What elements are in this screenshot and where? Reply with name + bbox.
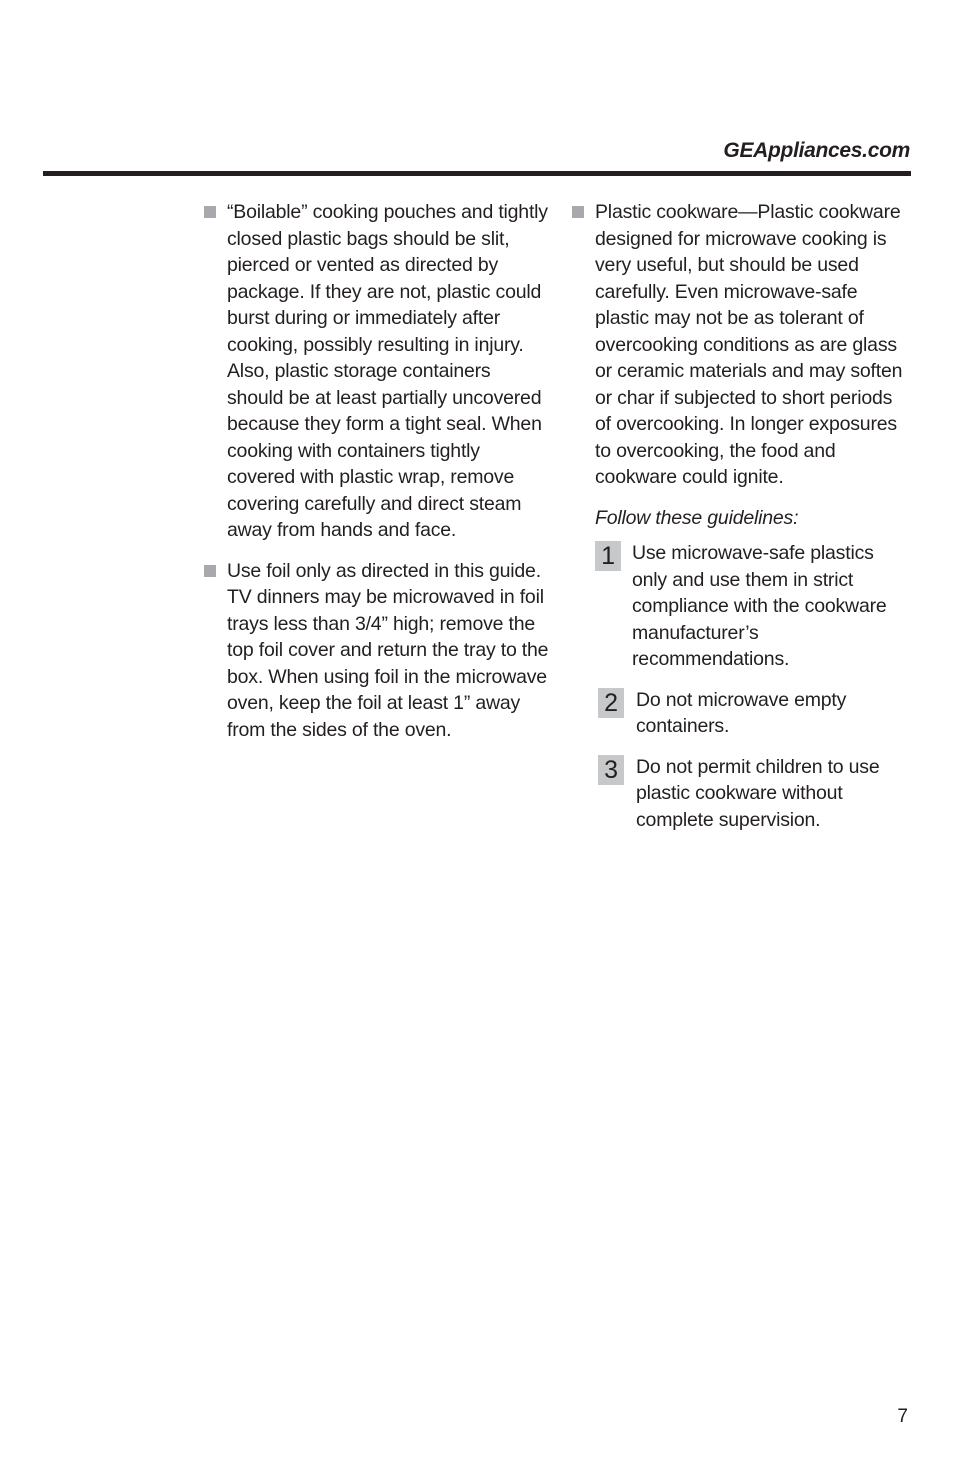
bullet-boilable-pouches — [204, 199, 549, 544]
guideline-step-2 — [595, 687, 912, 740]
guideline-step-1 — [595, 540, 912, 673]
square-bullet-icon — [572, 206, 584, 218]
page-number: 7 — [897, 1406, 908, 1427]
site-url: GEAppliances.com — [723, 139, 910, 162]
step-number-3: 3 — [598, 755, 624, 785]
step-text: Do not permit children to use plastic cookware without complete supervision. — [636, 755, 880, 831]
bullet-text: Plastic cookware—Plastic cookware designed for microwave cooking is very useful, but should be used carefully. Even microwave-safe plastic may not be as tolerant of overcooking conditions as are glass or ceramic materials and may soften or char if subjected to short periods of overcooking. In longer exposures to overcooking, the food and cookware could ignite. — [595, 201, 903, 488]
left-column — [204, 199, 549, 757]
right-column — [572, 199, 912, 847]
square-bullet-icon — [204, 565, 216, 577]
header-rule — [43, 171, 911, 176]
step-text: Use microwave-safe plastics only and use them in strict compliance with the cookware manufacturer’s recommendations. — [632, 542, 887, 670]
guidelines-intro: Follow these guidelines: — [595, 506, 799, 529]
guideline-step-3 — [595, 754, 912, 834]
bullet-text: “Boilable” cooking pouches and tightly closed plastic bags should be slit, pierced or vented as directed by package. If they are not, plastic could burst during or immediately after cooking, possibly resulting in injury. Also, plastic storage containers should be at least partially uncovered because they form a tight seal. When cooking with containers tightly covered with plastic wrap, remove covering carefully and direct steam away from hands and face. — [227, 201, 548, 541]
bullet-foil — [204, 558, 549, 744]
square-bullet-icon — [204, 206, 216, 218]
bullet-plastic-cookware — [572, 199, 912, 491]
step-text: Do not microwave empty containers. — [636, 688, 847, 737]
bullet-text: Use foil only as directed in this guide. TV dinners may be microwaved in foil trays less than 3/4” high; remove the top foil cover and return the tray to the box. When using foil in the microwave oven, keep the foil at least 1” away from the sides of the oven. — [227, 559, 549, 741]
step-number-2: 2 — [598, 688, 624, 718]
step-number-1: 1 — [595, 541, 621, 571]
